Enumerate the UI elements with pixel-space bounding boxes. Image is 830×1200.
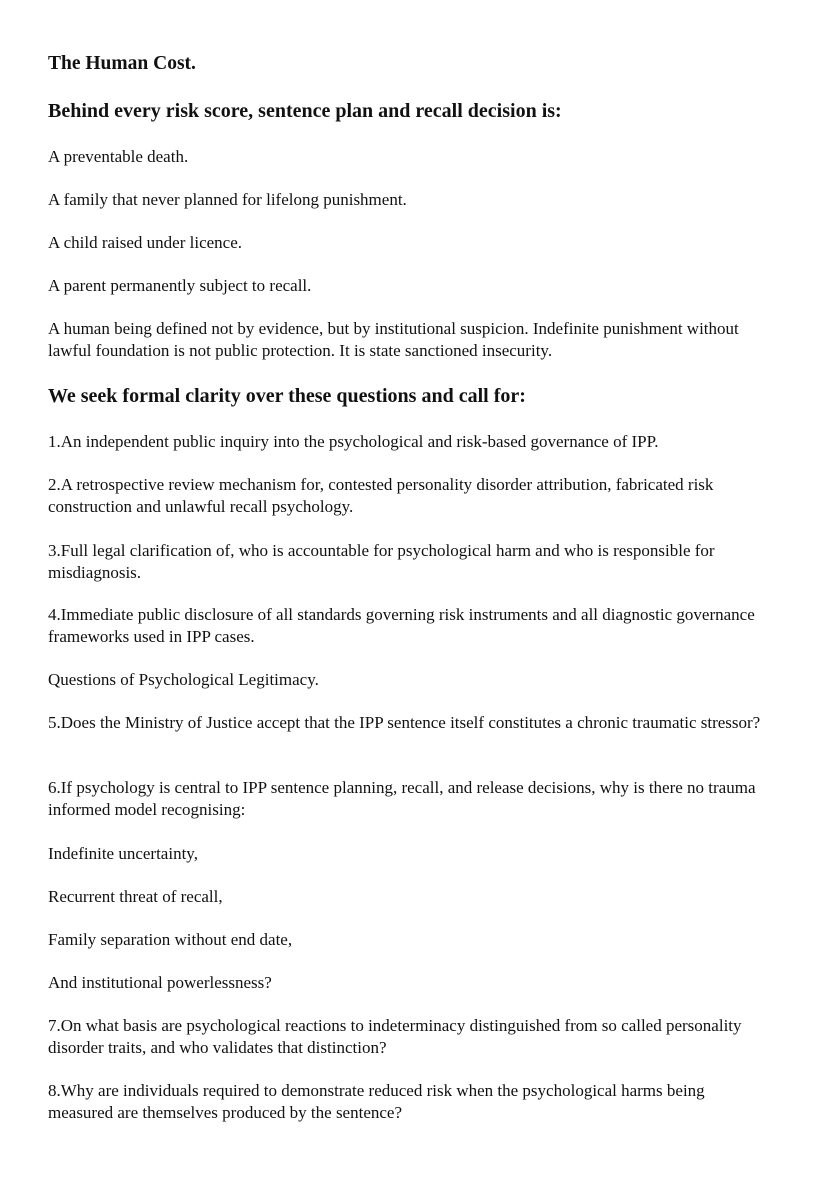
section-heading-clarity: We seek formal clarity over these questions and call for: [48, 385, 526, 407]
list-item: A family that never planned for lifelong punishment. [48, 190, 407, 209]
numbered-item-6: 6.If psychology is central to IPP sentence planning, recall, and release decisions, why is there no trauma informed model recognising: [48, 778, 756, 819]
numbered-item-8: 8.Why are individuals required to demonstrate reduced risk when the psychological harms being measured are themselves produced by the sentence? [48, 1081, 705, 1122]
subheading-legitimacy: Questions of Psychological Legitimacy. [48, 670, 319, 689]
paragraph-human-being: A human being defined not by evidence, but by institutional suspicion. Indefinite punishment without lawful foundation is not public protection. It is state sanctioned insecurity. [48, 319, 739, 360]
numbered-item-2: 2.A retrospective review mechanism for, contested personality disorder attribution, fabricated risk construction and unlawful recall psychology. [48, 475, 714, 516]
numbered-item-3: 3.Full legal clarification of, who is accountable for psychological harm and who is responsible for misdiagnosis. [48, 541, 715, 582]
numbered-item-7: 7.On what basis are psychological reactions to indeterminacy distinguished from so called personality disorder traits, and who validates that distinction? [48, 1016, 742, 1057]
list-item: And institutional powerlessness? [48, 973, 272, 992]
document-title: The Human Cost. [48, 53, 196, 74]
numbered-item-4: 4.Immediate public disclosure of all standards governing risk instruments and all diagnostic governance frameworks used in IPP cases. [48, 605, 755, 646]
list-item: Recurrent threat of recall, [48, 887, 223, 906]
list-item: A child raised under licence. [48, 233, 243, 252]
list-item: A parent permanently subject to recall. [48, 276, 312, 295]
list-item: A preventable death. [48, 147, 189, 166]
list-item: Family separation without end date, [48, 930, 293, 949]
numbered-item-1: 1.An independent public inquiry into the psychological and risk-based governance of IPP. [48, 432, 659, 451]
section-heading-behind: Behind every risk score, sentence plan and recall decision is: [48, 100, 562, 122]
numbered-item-5: 5.Does the Ministry of Justice accept that the IPP sentence itself constitutes a chronic traumatic stressor? [48, 713, 761, 732]
list-item: Indefinite uncertainty, [48, 844, 198, 863]
